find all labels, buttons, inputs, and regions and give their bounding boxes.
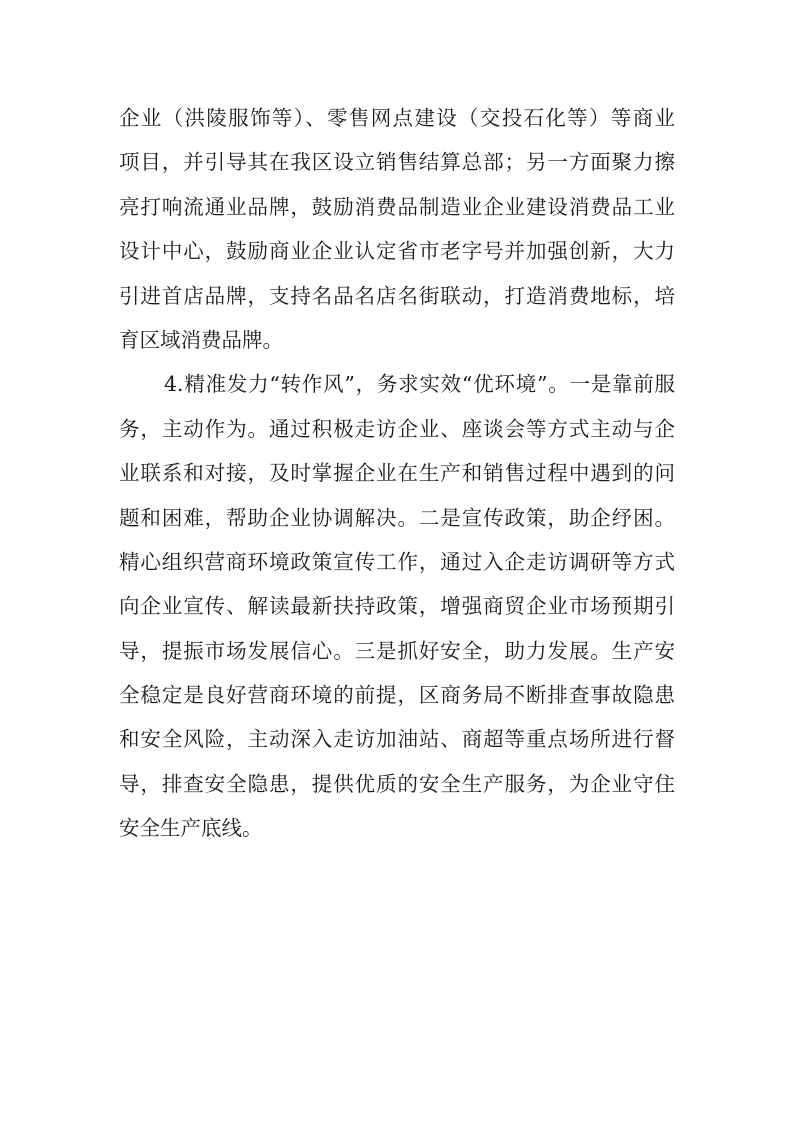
paragraph-line: 项目，并引导其在我区设立销售结算总部；另一方面聚力擦 xyxy=(119,150,675,175)
paragraph-line: 导，提振市场发展信心。三是抓好安全，助力发展。生产安 xyxy=(119,638,675,663)
paragraph-line: 安全生产底线。 xyxy=(119,816,263,841)
paragraph-2 xyxy=(119,362,675,850)
paragraph-line: 向企业宣传、解读最新扶持政策，增强商贸企业市场预期引 xyxy=(119,594,675,619)
paragraph-line: 精心组织营商环境政策宣传工作，通过入企走访调研等方式 xyxy=(119,549,675,574)
paragraph-line: 全稳定是良好营商环境的前提，区商务局不断排查事故隐患 xyxy=(119,683,675,708)
paragraph-line: 题和困难，帮助企业协调解决。二是宣传政策，助企纾困。 xyxy=(119,505,675,530)
paragraph-line: 务，主动作为。通过积极走访企业、座谈会等方式主动与企 xyxy=(119,416,675,441)
document-body xyxy=(119,96,675,851)
paragraph-line: 引进首店品牌，支持名品名店名街联动，打造消费地标，培 xyxy=(119,283,675,308)
paragraph-1 xyxy=(119,96,675,362)
paragraph-line: 业联系和对接，及时掌握企业在生产和销售过程中遇到的问 xyxy=(119,461,675,486)
paragraph-heading-line: 4.精准发力“转作风”，务求实效“优环境”。一是靠前服 xyxy=(164,372,675,397)
paragraph-line: 企业（洪陵服饰等）、零售网点建设（交投石化等）等商业 xyxy=(119,106,675,130)
paragraph-line: 导，排查安全隐患，提供优质的安全生产服务，为企业守住 xyxy=(119,771,675,796)
paragraph-line: 育区域消费品牌。 xyxy=(119,327,283,352)
paragraph-line: 亮打响流通业品牌，鼓励消费品制造业企业建设消费品工业 xyxy=(119,194,675,219)
paragraph-line: 和安全风险，主动深入走访加油站、商超等重点场所进行督 xyxy=(119,727,675,752)
paragraph-line: 设计中心，鼓励商业企业认定省市老字号并加强创新，大力 xyxy=(119,239,675,264)
